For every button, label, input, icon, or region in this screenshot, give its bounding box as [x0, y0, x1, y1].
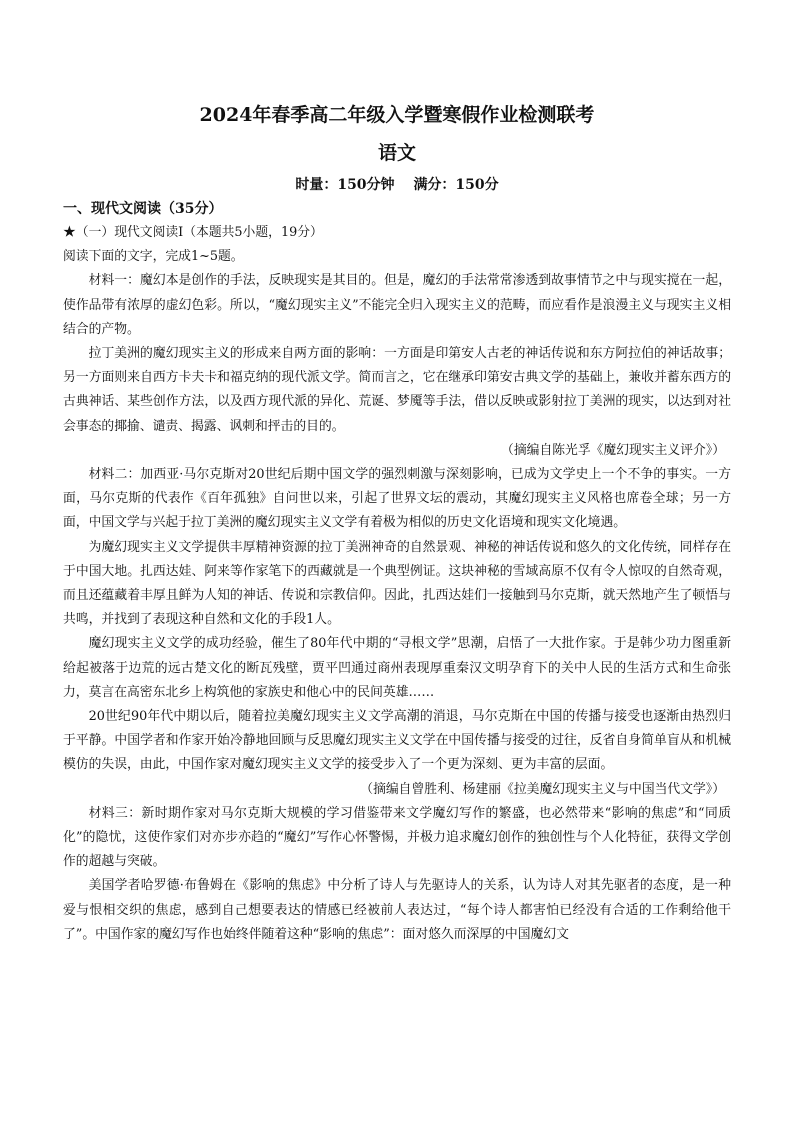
reading-instruction: 阅读下面的文字，完成1~5题。 [63, 249, 244, 265]
material-one-paragraph-1: 材料一：魔幻本是创作的手法，反映现实是其目的。但是，魔幻的手法常常渗透到故事情节之中与现实搅在一起，使作品带有浓厚的虚幻色彩。所以，“魔幻现实主义”不能完全归入现实主义的范畴，而应看作是浪漫主义与现实主义相结合的产物。 [63, 273, 731, 337]
material-three-paragraph-2: 美国学者哈罗德·布鲁姆在《影响的焦虑》中分析了诗人与先驱诗人的关系，认为诗人对其先驱者的态度，是一种爱与恨相交织的焦虑，感到自己想要表达的情感已经被前人表达过，“每个诗人都害怕已经没有合适的工作剩给他干了”。中国作家的魔幻写作也始终伴随着这种“影响的焦虑”：面对悠久而深厚的中国魔幻文 [63, 878, 731, 942]
section-subheading: ★（一）现代文阅读Ⅰ（本题共5小题，19分） [63, 225, 323, 240]
material-two-paragraph-4: 20世纪90年代中期以后，随着拉美魔幻现实主义文学高潮的消退，马尔克斯在中国的传播与接受也逐渐由热烈归于平静。中国学者和作家开始冷静地回顾与反思魔幻现实主义文学在中国传播与接受的过往，反省自身简单盲从和机械模仿的失误，由此，中国作家对魔幻现实主义文学的接受步入了一个更为深刻、更为丰富的层面。 [63, 709, 731, 773]
exam-meta [0, 174, 794, 194]
section-heading: 一、现代文阅读（35分） [63, 201, 223, 217]
material-three-paragraph-1: 材料三：新时期作家对马尔克斯大规模的学习借鉴带来文学魔幻写作的繁盛，也必然带来“影响的焦虑”和“同质化”的隐忧，这使作家们对亦步亦趋的“魔幻”写作心怀警惕，并极力追求魔幻创作的独创性与个人化特征，获得文学创作的超越与突破。 [63, 805, 731, 870]
material-two-paragraph-3: 魔幻现实主义文学的成功经验，催生了80年代中期的“寻根文学”思潮，启悟了一大批作家。于是韩少功力图重新给起被落于边荒的远古楚文化的断瓦残壁，贾平凹通过商州表现厚重秦汉文明孕育下的关中人民的生活方式和生命张力，莫言在高密东北乡上构筑他的家族史和他心中的民间英雄…… [63, 636, 731, 700]
material-two-paragraph-1: 材料二：加西亚·马尔克斯对20世纪后期中国文学的强烈刺激与深刻影响，已成为文学史上一个不争的事实。一方面，马尔克斯的代表作《百年孤独》自问世以来，引起了世界文坛的震动，其魔幻现实主义风格也席卷全球；另一方面，中国文学与兴起于拉丁美洲的魔幻现实主义文学有着极为相似的历史文化语境和现实文化境遇。 [63, 467, 731, 531]
time-limit: 时量：150分钟 [295, 177, 395, 193]
material-two-source: （摘编自曾胜利、杨建丽《拉美魔幻现实主义与中国当代文学》） [360, 781, 725, 797]
material-two-paragraph-2: 为魔幻现实主义文学提供丰厚精神资源的拉丁美洲神奇的自然景观、神秘的神话传说和悠久的文化传统，同样存在于中国大地。扎西达娃、阿来等作家笔下的西藏就是一个典型例证。这块神秘的雪域高原不仅有令人惊叹的自然奇观，而且还蕴藏着丰厚且鲜为人知的神话、传说和宗教信仰。因此，扎西达娃们一接触到马尔克斯，就天然地产生了顿悟与共鸣，并找到了表现这种自然和文化的手段1人。 [63, 539, 731, 628]
material-one-source: （摘编自陈光孚《魔幻现实主义评介》） [501, 442, 725, 458]
subject-title: 语文 [377, 142, 416, 164]
full-score: 满分：150分 [413, 177, 499, 193]
exam-content [63, 197, 731, 947]
material-one-paragraph-2: 拉丁美洲的魔幻现实主义的形成来自两方面的影响：一方面是印第安人古老的神话传说和东方阿拉伯的神话故事；另一方面则来自西方卡夫卡和福克纳的现代派文学。简而言之，它在继承印第安古典文学的基础上，兼收并蓄东西方的古典神话、某些创作方法，以及西方现代派的异化、荒诞、梦魇等手法，借以反映或影射拉丁美洲的现实，以达到对社会事态的揶揄、谴责、揭露、讽刺和抨击的目的。 [63, 346, 731, 434]
exam-title: 2024年春季高二年级入学暨寒假作业检测联考 [199, 104, 595, 126]
